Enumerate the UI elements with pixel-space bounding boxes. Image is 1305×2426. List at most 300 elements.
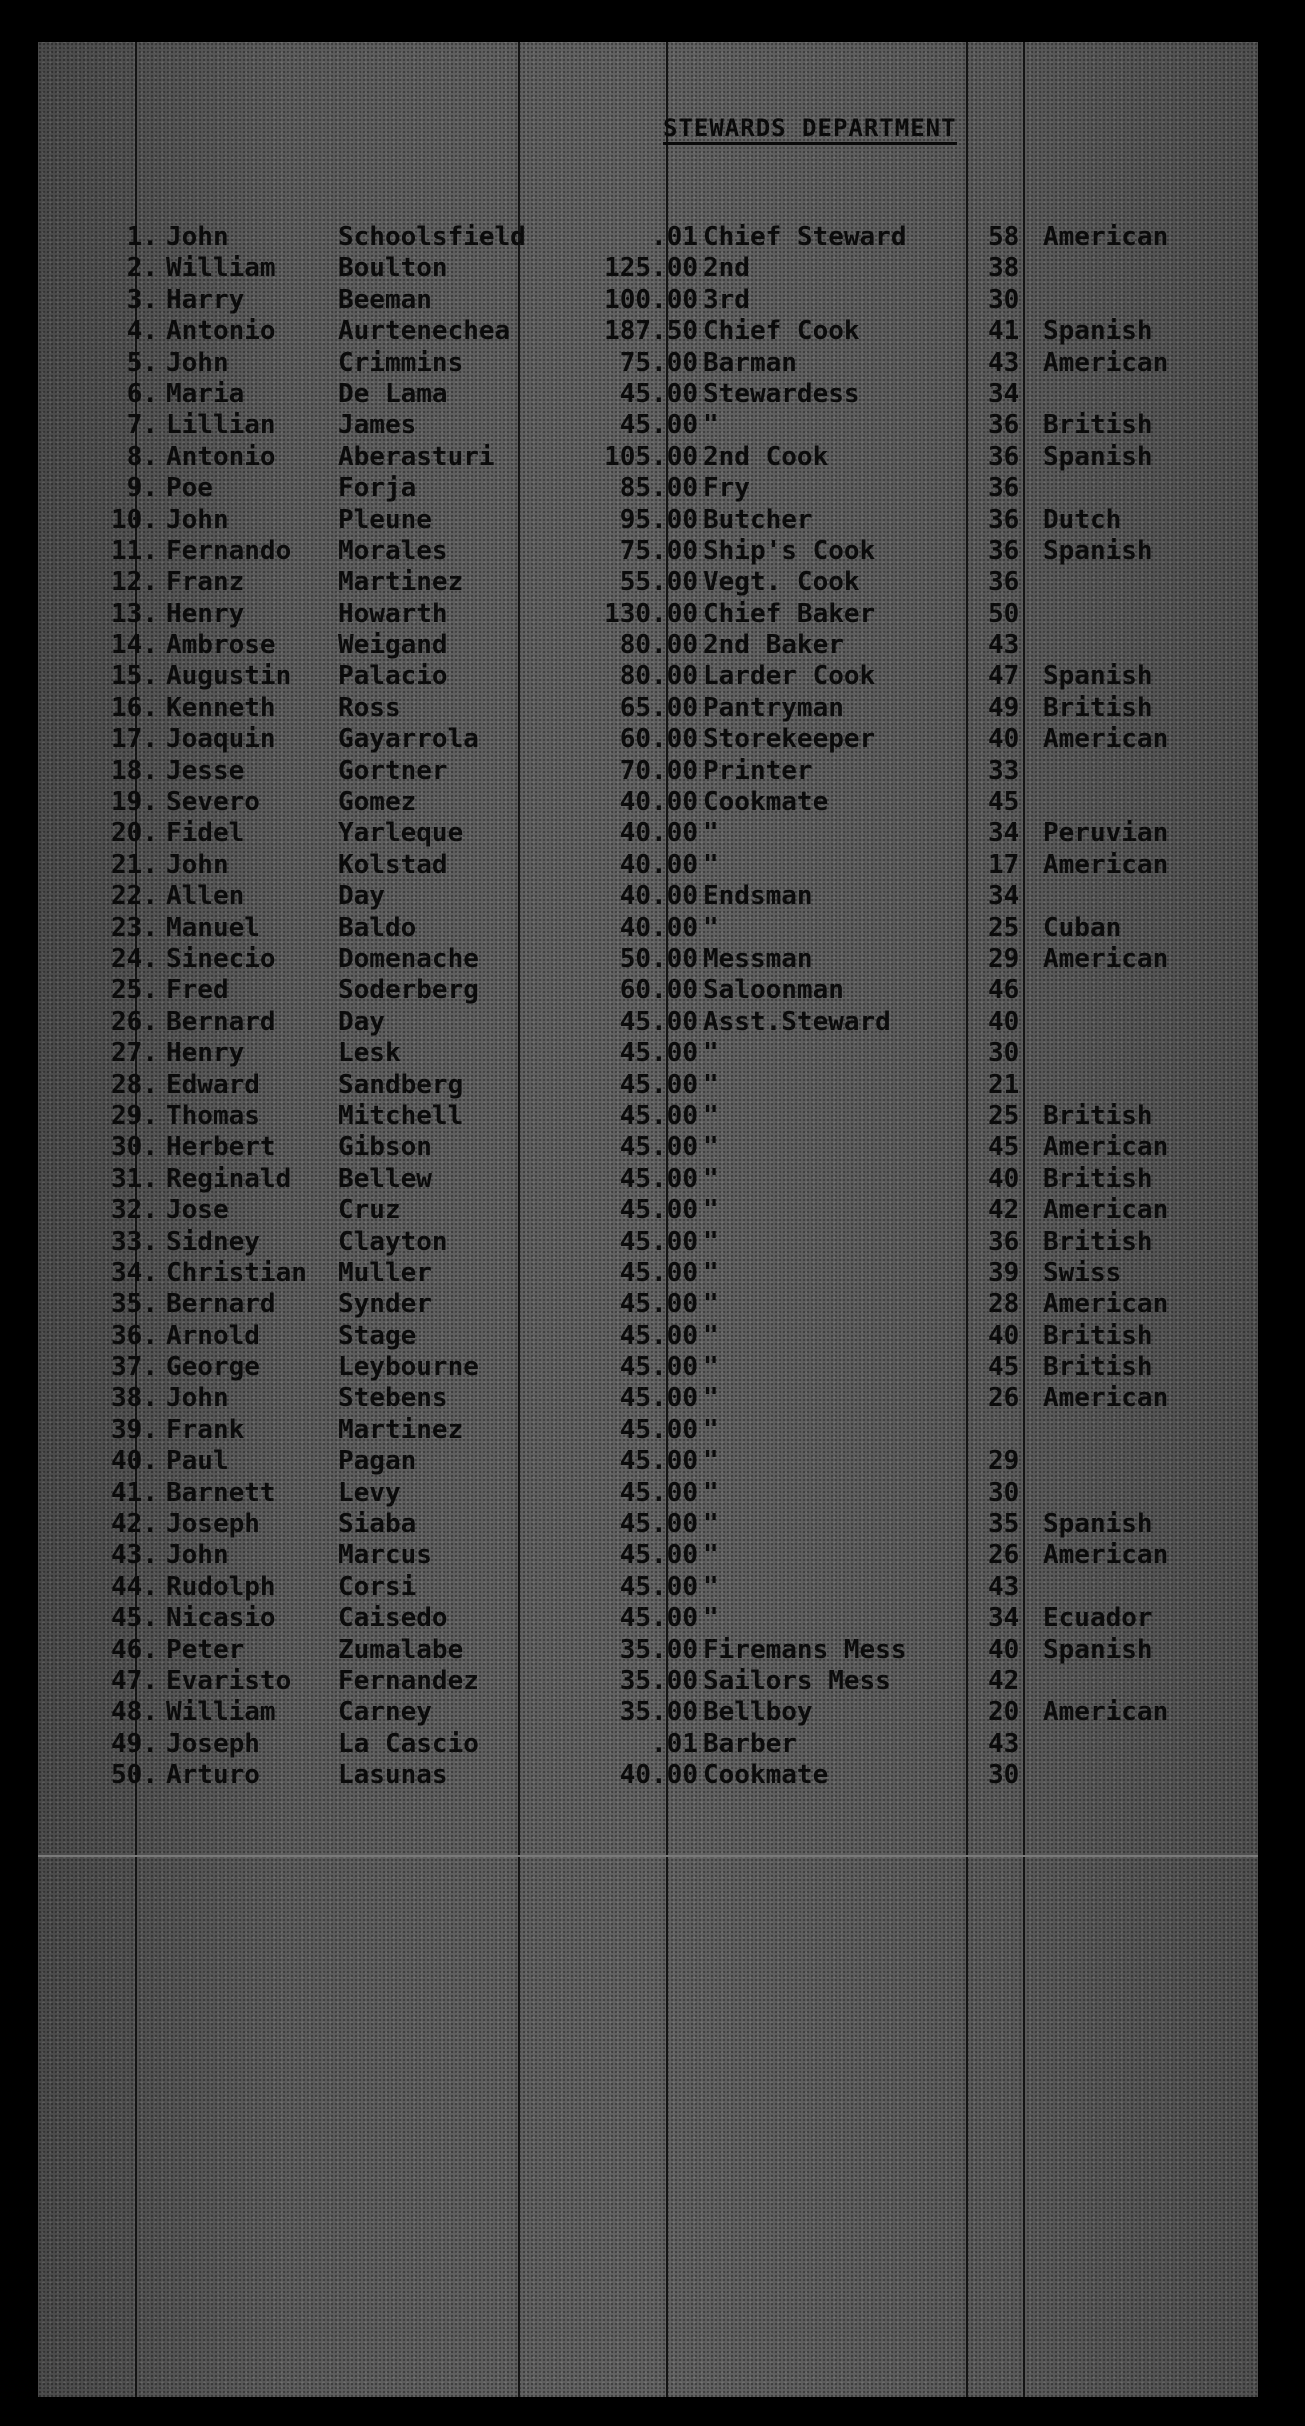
age: 30: [988, 284, 1020, 315]
wage: 75.00: [619, 347, 698, 378]
rating: ": [703, 1540, 719, 1571]
age: 30: [988, 1477, 1020, 1508]
age: 41: [988, 316, 1020, 347]
crew-row: [38, 1446, 1258, 1477]
crew-row: [38, 944, 1258, 975]
last-name: Stebens: [338, 1383, 448, 1414]
nationality: British: [1043, 410, 1153, 441]
rating: Vegt. Cook: [703, 567, 860, 598]
row-number: 30.: [111, 1132, 158, 1163]
age: 36: [988, 567, 1020, 598]
row-number: 5.: [126, 347, 158, 378]
crew-row: [38, 379, 1258, 410]
row-number: 27.: [111, 1038, 158, 1069]
first-name: Jose: [166, 1195, 229, 1226]
last-name: Caisedo: [338, 1603, 448, 1634]
age: 34: [988, 378, 1020, 409]
age: 45: [988, 1352, 1020, 1383]
last-name: Bellew: [338, 1163, 432, 1194]
first-name: Bernard: [166, 1006, 276, 1037]
rating: Butcher: [703, 504, 813, 535]
rating: Fry: [703, 473, 750, 504]
document-sheet: [38, 42, 1258, 2397]
row-number: 19.: [111, 787, 158, 818]
row-number: 34.: [111, 1257, 158, 1288]
row-number: 20.: [111, 818, 158, 849]
first-name: Nicasio: [166, 1603, 276, 1634]
nationality: American: [1043, 1289, 1169, 1320]
wage: 40.00: [619, 912, 698, 943]
rating: ": [703, 1509, 719, 1540]
first-name: Peter: [166, 1634, 245, 1665]
age: 36: [988, 504, 1020, 535]
first-name: John: [166, 1540, 229, 1571]
wage: .01: [651, 222, 698, 252]
wage: 45.00: [619, 1006, 698, 1037]
rating: 2nd Cook: [703, 441, 829, 472]
row-number: 28.: [111, 1069, 158, 1100]
rating: ": [703, 1226, 719, 1257]
wage: 187.50: [604, 316, 698, 347]
row-number: 36.: [111, 1320, 158, 1351]
rating: Chief Cook: [703, 316, 860, 347]
last-name: Boulton: [338, 253, 448, 284]
first-name: John: [166, 849, 229, 880]
last-name: Pagan: [338, 1446, 417, 1477]
first-name: Paul: [166, 1446, 229, 1477]
crew-row: [38, 442, 1258, 473]
row-number: 16.: [111, 692, 158, 723]
age: 58: [988, 222, 1020, 252]
last-name: Day: [338, 881, 385, 912]
crew-row: [38, 1038, 1258, 1069]
crew-row: [38, 505, 1258, 536]
row-number: 13.: [111, 598, 158, 629]
age: 25: [988, 1100, 1020, 1131]
age: 20: [988, 1697, 1020, 1728]
rating: ": [703, 1352, 719, 1383]
crew-row: [38, 724, 1258, 755]
nationality: Spanish: [1043, 661, 1153, 692]
first-name: Augustin: [166, 661, 292, 692]
wage: 45.00: [619, 1603, 698, 1634]
crew-row: [38, 1603, 1258, 1634]
last-name: Gortner: [338, 755, 448, 786]
age: 26: [988, 1540, 1020, 1571]
wage: 75.00: [619, 535, 698, 566]
crew-row: [38, 1132, 1258, 1163]
first-name: William: [166, 253, 276, 284]
last-name: Beeman: [338, 284, 432, 315]
rating: Larder Cook: [703, 661, 876, 692]
first-name: Rudolph: [166, 1571, 276, 1602]
wage: 45.00: [619, 1477, 698, 1508]
age: 46: [988, 975, 1020, 1006]
nationality: Ecuador: [1043, 1603, 1153, 1634]
last-name: Siaba: [338, 1509, 417, 1540]
rating: ": [703, 1603, 719, 1634]
row-number: 31.: [111, 1163, 158, 1194]
rating: 3rd: [703, 284, 750, 315]
rating: Firemans Mess: [703, 1634, 907, 1665]
last-name: Howarth: [338, 598, 448, 629]
wage: 45.00: [619, 1132, 698, 1163]
row-number: 22.: [111, 881, 158, 912]
age: 43: [988, 347, 1020, 378]
first-name: Kenneth: [166, 692, 276, 723]
age: 36: [988, 473, 1020, 504]
crew-list: [38, 222, 1258, 1792]
age: 40: [988, 1163, 1020, 1194]
crew-row: [38, 850, 1258, 881]
last-name: Schoolsfield: [338, 222, 526, 252]
crew-row: [38, 1258, 1258, 1289]
first-name: Arnold: [166, 1320, 260, 1351]
rating: ": [703, 1320, 719, 1351]
wage: 100.00: [604, 284, 698, 315]
age: 29: [988, 943, 1020, 974]
wage: 45.00: [619, 1069, 698, 1100]
nationality: American: [1043, 849, 1169, 880]
nationality: British: [1043, 692, 1153, 723]
age: 33: [988, 755, 1020, 786]
rating: ": [703, 818, 719, 849]
last-name: Stage: [338, 1320, 417, 1351]
age: 34: [988, 881, 1020, 912]
crew-row: [38, 222, 1258, 253]
rating: Asst.Steward: [703, 1006, 891, 1037]
row-number: 38.: [111, 1383, 158, 1414]
crew-row: [38, 1383, 1258, 1414]
rating: ": [703, 912, 719, 943]
first-name: George: [166, 1352, 260, 1383]
last-name: Levy: [338, 1477, 401, 1508]
first-name: Thomas: [166, 1100, 260, 1131]
rating: Chief Steward: [703, 222, 907, 252]
rating: Bellboy: [703, 1697, 813, 1728]
first-name: Joseph: [166, 1509, 260, 1540]
crew-row: [38, 473, 1258, 504]
nationality: American: [1043, 1383, 1169, 1414]
crew-row: [38, 567, 1258, 598]
rating: Pantryman: [703, 692, 844, 723]
row-number: 43.: [111, 1540, 158, 1571]
row-number: 23.: [111, 912, 158, 943]
last-name: Lasunas: [338, 1760, 448, 1791]
rating: ": [703, 1289, 719, 1320]
wage: 45.00: [619, 1383, 698, 1414]
crew-row: [38, 693, 1258, 724]
document-title: STEWARDS DEPARTMENT: [663, 114, 957, 145]
wage: 45.00: [619, 378, 698, 409]
age: 45: [988, 1132, 1020, 1163]
last-name: Aurtenechea: [338, 316, 511, 347]
rating: Cookmate: [703, 787, 829, 818]
age: 39: [988, 1257, 1020, 1288]
row-number: 21.: [111, 849, 158, 880]
first-name: John: [166, 504, 229, 535]
row-number: 49.: [111, 1728, 158, 1759]
crew-row: [38, 1697, 1258, 1728]
first-name: Reginald: [166, 1163, 292, 1194]
first-name: Manuel: [166, 912, 260, 943]
rating: ": [703, 1257, 719, 1288]
age: 42: [988, 1195, 1020, 1226]
row-number: 12.: [111, 567, 158, 598]
row-number: 26.: [111, 1006, 158, 1037]
crew-row: [38, 1509, 1258, 1540]
wage: 35.00: [619, 1634, 698, 1665]
rating: Sailors Mess: [703, 1665, 891, 1696]
last-name: Palacio: [338, 661, 448, 692]
first-name: John: [166, 222, 229, 252]
row-number: 9.: [126, 473, 158, 504]
crew-row: [38, 913, 1258, 944]
age: 38: [988, 253, 1020, 284]
row-number: 37.: [111, 1352, 158, 1383]
crew-row: [38, 1070, 1258, 1101]
wage: 40.00: [619, 849, 698, 880]
wage: 45.00: [619, 1257, 698, 1288]
row-number: 10.: [111, 504, 158, 535]
last-name: Gibson: [338, 1132, 432, 1163]
last-name: Gomez: [338, 787, 417, 818]
age: 47: [988, 661, 1020, 692]
wage: 45.00: [619, 1038, 698, 1069]
rating: Endsman: [703, 881, 813, 912]
wage: 45.00: [619, 1163, 698, 1194]
row-number: 4.: [126, 316, 158, 347]
wage: 45.00: [619, 1289, 698, 1320]
crew-row: [38, 1572, 1258, 1603]
rating: Saloonman: [703, 975, 844, 1006]
nationality: American: [1043, 943, 1169, 974]
crew-row: [38, 1321, 1258, 1352]
nationality: British: [1043, 1320, 1153, 1351]
wage: 60.00: [619, 724, 698, 755]
wage: 105.00: [604, 441, 698, 472]
row-number: 14.: [111, 630, 158, 661]
crew-row: [38, 1666, 1258, 1697]
first-name: Fred: [166, 975, 229, 1006]
age: 21: [988, 1069, 1020, 1100]
first-name: Herbert: [166, 1132, 276, 1163]
first-name: Maria: [166, 378, 245, 409]
wage: 125.00: [604, 253, 698, 284]
crew-row: [38, 1227, 1258, 1258]
last-name: Carney: [338, 1697, 432, 1728]
nationality: American: [1043, 724, 1169, 755]
nationality: American: [1043, 222, 1169, 252]
last-name: Forja: [338, 473, 417, 504]
row-number: 18.: [111, 755, 158, 786]
age: 40: [988, 724, 1020, 755]
row-number: 47.: [111, 1665, 158, 1696]
crew-row: [38, 661, 1258, 692]
rating: ": [703, 1163, 719, 1194]
first-name: Lillian: [166, 410, 276, 441]
first-name: Edward: [166, 1069, 260, 1100]
wage: 45.00: [619, 1320, 698, 1351]
nationality: American: [1043, 1195, 1169, 1226]
rating: Printer: [703, 755, 813, 786]
last-name: Zumalabe: [338, 1634, 464, 1665]
last-name: Soderberg: [338, 975, 479, 1006]
wage: 45.00: [619, 1352, 698, 1383]
last-name: Baldo: [338, 912, 417, 943]
crew-row: [38, 1478, 1258, 1509]
last-name: Pleune: [338, 504, 432, 535]
nationality: Cuban: [1043, 912, 1122, 943]
crew-row: [38, 630, 1258, 661]
crew-row: [38, 285, 1258, 316]
age: 43: [988, 1571, 1020, 1602]
age: 40: [988, 1320, 1020, 1351]
age: 17: [988, 849, 1020, 880]
last-name: Sandberg: [338, 1069, 464, 1100]
first-name: Henry: [166, 598, 245, 629]
nationality: Spanish: [1043, 1634, 1153, 1665]
age: 40: [988, 1634, 1020, 1665]
crew-row: [38, 1352, 1258, 1383]
wage: 40.00: [619, 818, 698, 849]
first-name: Antonio: [166, 316, 276, 347]
last-name: Martinez: [338, 1414, 464, 1445]
crew-row: [38, 881, 1258, 912]
rating: ": [703, 1383, 719, 1414]
age: 43: [988, 630, 1020, 661]
last-name: Domenache: [338, 943, 479, 974]
row-number: 32.: [111, 1195, 158, 1226]
rating: Messman: [703, 943, 813, 974]
last-name: Aberasturi: [338, 441, 495, 472]
age: 36: [988, 410, 1020, 441]
rating: Ship's Cook: [703, 535, 876, 566]
crew-row: [38, 348, 1258, 379]
last-name: Gayarrola: [338, 724, 479, 755]
wage: 55.00: [619, 567, 698, 598]
crew-row: [38, 975, 1258, 1006]
wage: 130.00: [604, 598, 698, 629]
rating: Cookmate: [703, 1760, 829, 1791]
rating: ": [703, 410, 719, 441]
first-name: Sinecio: [166, 943, 276, 974]
first-name: Poe: [166, 473, 213, 504]
crew-row: [38, 1101, 1258, 1132]
row-number: 17.: [111, 724, 158, 755]
row-number: 40.: [111, 1446, 158, 1477]
row-number: 50.: [111, 1760, 158, 1791]
last-name: Corsi: [338, 1571, 417, 1602]
row-number: 46.: [111, 1634, 158, 1665]
rating: ": [703, 1132, 719, 1163]
row-number: 29.: [111, 1100, 158, 1131]
crew-row: [38, 410, 1258, 441]
wage: 45.00: [619, 410, 698, 441]
first-name: Sidney: [166, 1226, 260, 1257]
age: 43: [988, 1728, 1020, 1759]
wage: .01: [651, 1728, 698, 1759]
first-name: Ambrose: [166, 630, 276, 661]
wage: 35.00: [619, 1697, 698, 1728]
row-number: 48.: [111, 1697, 158, 1728]
row-number: 7.: [126, 410, 158, 441]
wage: 80.00: [619, 661, 698, 692]
row-number: 24.: [111, 943, 158, 974]
wage: 45.00: [619, 1226, 698, 1257]
first-name: Evaristo: [166, 1665, 292, 1696]
age: 34: [988, 1603, 1020, 1634]
row-number: 41.: [111, 1477, 158, 1508]
row-number: 3.: [126, 284, 158, 315]
rating: ": [703, 1571, 719, 1602]
crew-row: [38, 316, 1258, 347]
age: 30: [988, 1038, 1020, 1069]
last-name: Lesk: [338, 1038, 401, 1069]
first-name: John: [166, 1383, 229, 1414]
nationality: British: [1043, 1100, 1153, 1131]
nationality: Dutch: [1043, 504, 1122, 535]
row-number: 8.: [126, 441, 158, 472]
first-name: Harry: [166, 284, 245, 315]
last-name: Weigand: [338, 630, 448, 661]
rating: ": [703, 1069, 719, 1100]
age: 40: [988, 1006, 1020, 1037]
age: 45: [988, 787, 1020, 818]
row-number: 25.: [111, 975, 158, 1006]
wage: 70.00: [619, 755, 698, 786]
wage: 60.00: [619, 975, 698, 1006]
first-name: Frank: [166, 1414, 245, 1445]
first-name: Christian: [166, 1257, 307, 1288]
row-number: 39.: [111, 1414, 158, 1445]
rating: Chief Baker: [703, 598, 876, 629]
last-name: De Lama: [338, 378, 448, 409]
crew-row: [38, 787, 1258, 818]
row-number: 44.: [111, 1571, 158, 1602]
first-name: Joseph: [166, 1728, 260, 1759]
nationality: American: [1043, 1132, 1169, 1163]
rating: Stewardess: [703, 378, 860, 409]
crew-row: [38, 599, 1258, 630]
first-name: Allen: [166, 881, 245, 912]
nationality: Peruvian: [1043, 818, 1169, 849]
age: 49: [988, 692, 1020, 723]
age: 35: [988, 1509, 1020, 1540]
first-name: Severo: [166, 787, 260, 818]
last-name: Synder: [338, 1289, 432, 1320]
nationality: Spanish: [1043, 316, 1153, 347]
wage: 85.00: [619, 473, 698, 504]
nationality: American: [1043, 1697, 1169, 1728]
wage: 50.00: [619, 943, 698, 974]
age: 36: [988, 535, 1020, 566]
first-name: Henry: [166, 1038, 245, 1069]
age: 36: [988, 1226, 1020, 1257]
first-name: William: [166, 1697, 276, 1728]
age: 36: [988, 441, 1020, 472]
first-name: Fernando: [166, 535, 292, 566]
first-name: John: [166, 347, 229, 378]
age: 25: [988, 912, 1020, 943]
age: 29: [988, 1446, 1020, 1477]
rating: 2nd Baker: [703, 630, 844, 661]
rating: Barman: [703, 347, 797, 378]
wage: 45.00: [619, 1571, 698, 1602]
row-number: 45.: [111, 1603, 158, 1634]
crew-row: [38, 1415, 1258, 1446]
age: 28: [988, 1289, 1020, 1320]
